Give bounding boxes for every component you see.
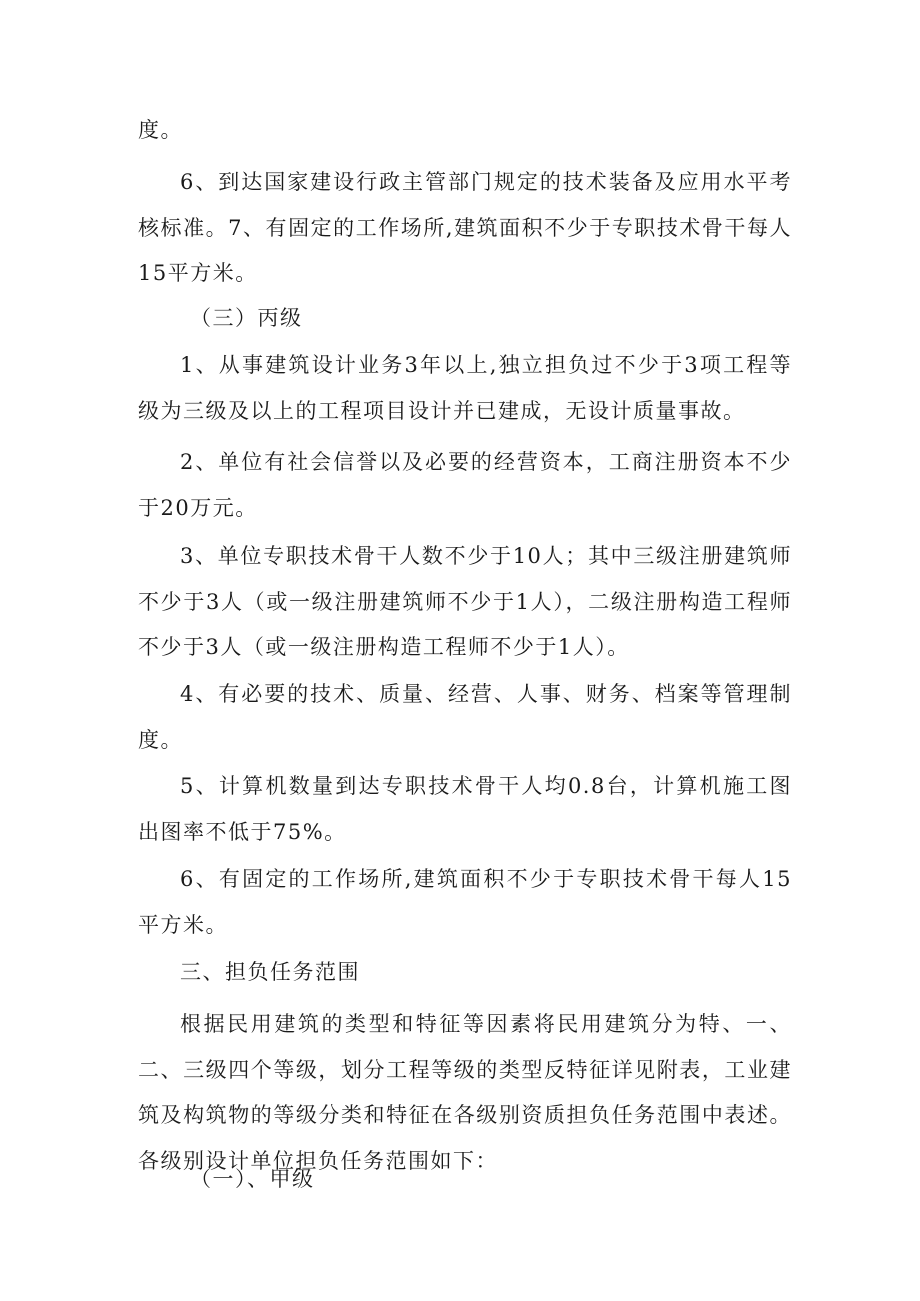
paragraph-item-2: 2、单位有社会信誉以及必要的经营资本，工商注册资本不少于20万元。 (138, 450, 792, 520)
paragraph-item-3: 3、单位专职技术骨干人数不少于10人；其中三级注册建筑师不少于3人（或一级注册建筑师不少于1人），二级注册构造工程师不少于3人（或一级注册构造工程师不少于1人）。 (138, 544, 792, 659)
paragraph-item-5: 5、计算机数量到达专职技术骨干人均0.8台，计算机施工图出图率不低于75%。 (138, 774, 792, 844)
paragraph-continuation: 度。 (138, 118, 183, 142)
paragraph-item-4: 4、有必要的技术、质量、经营、人事、财务、档案等管理制度。 (138, 682, 792, 752)
section-heading-grade-a: （一）、甲级 (190, 1167, 315, 1191)
paragraph-item-6-7: 6、到达国家建设行政主管部门规定的技术装备及应用水平考核标准。7、有固定的工作场所,建筑面积不少于专职技术骨干每人15平方米。 (138, 170, 792, 285)
paragraph-scope-description: 根据民用建筑的类型和特征等因素将民用建筑分为特、一、二、三级四个等级，划分工程等级的类型反特征详见附表，工业建筑及构筑物的等级分类和特征在各级别资质担负任务范围中表述。各级别设计单位担负任务范围如下： (138, 1012, 792, 1173)
paragraph-item-6: 6、有固定的工作场所,建筑面积不少于专职技术骨干每人15平方米。 (138, 867, 792, 937)
paragraph-item-1: 1、从事建筑设计业务3年以上,独立担负过不少于3项工程等级为三级及以上的工程项目设计并已建成，无设计质量事故。 (138, 353, 792, 423)
section-heading-grade-c: （三）丙级 (190, 306, 303, 330)
section-heading-scope: 三、担负任务范围 (180, 960, 360, 984)
